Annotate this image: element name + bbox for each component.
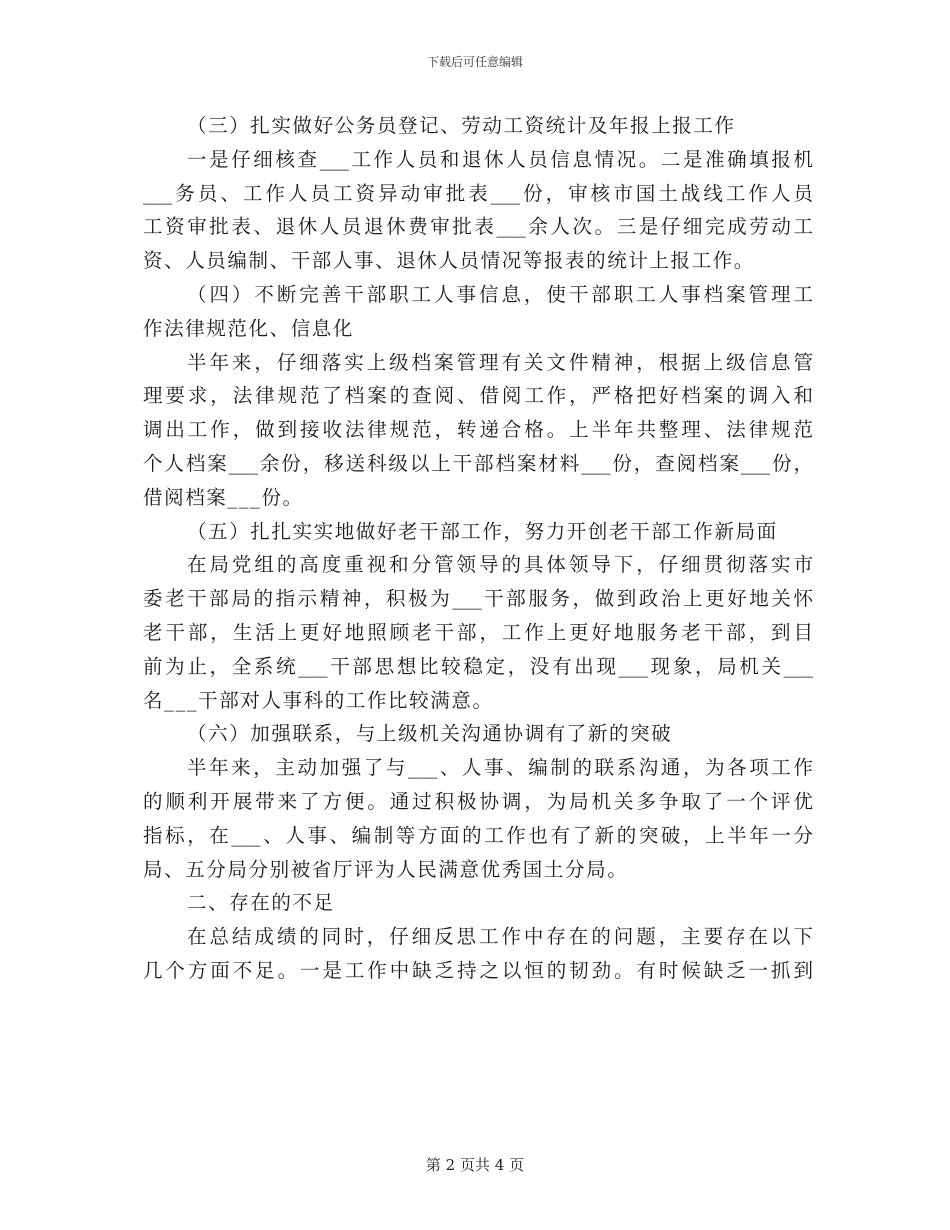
section-heading-6: （六）加强联系，与上级机关沟通协调有了新的突破 bbox=[187, 722, 673, 746]
section-heading-5: （五）扎扎实实地做好老干部工作，努力开创老干部工作新局面 bbox=[187, 519, 778, 543]
paragraph-line: 委老干部局的指示精神，积极为___干部服务，做到政治上更好地关怀 bbox=[143, 587, 813, 611]
page-header: 下载后可任意编辑 bbox=[426, 55, 523, 69]
paragraph-line: 半年来，主动加强了与___、人事、编制的联系沟通，为各项工作 bbox=[187, 756, 813, 780]
paragraph-line: 理要求，法律规范了档案的查阅、借阅工作，严格把好档案的调入和 bbox=[143, 384, 813, 408]
section-heading-3: （三）扎实做好公务员登记、劳动工资统计及年报上报工作 bbox=[187, 114, 736, 137]
paragraph-line: ___务员、工作人员工资异动审批表___份，审核市国土战线工作人员 bbox=[143, 181, 813, 205]
paragraph-line: 前为止，全系统___干部思想比较稳定，没有出现___现象，局机关___ bbox=[143, 654, 813, 678]
paragraph-line: 半年来，仔细落实上级档案管理有关文件精神，根据上级信息管 bbox=[187, 350, 813, 374]
paragraph-line: 指标，在___、人事、编制等方面的工作也有了新的突破，上半年一分 bbox=[143, 823, 813, 847]
paragraph-line: 借阅档案___份。 bbox=[143, 485, 304, 509]
paragraph-line: 在总结成绩的同时，仔细反思工作中存在的问题，主要存在以下 bbox=[187, 925, 813, 949]
paragraph-line: 老干部，生活上更好地照顾老干部，工作上更好地服务老干部，到目 bbox=[143, 620, 813, 644]
section-heading-4-cont: 作法律规范化、信息化 bbox=[143, 316, 355, 340]
paragraph-line: 资、人员编制、干部人事、退休人员情况等报表的统计上报工作。 bbox=[143, 249, 755, 273]
paragraph-line: 一是仔细核查___工作人员和退休人员信息情况。二是准确填报机 bbox=[187, 147, 813, 171]
paragraph-line: 在局党组的高度重视和分管领导的具体领导下，仔细贯彻落实市 bbox=[187, 553, 813, 577]
paragraph-line: 工资审批表、退休人员退休费审批表___余人次。三是仔细完成劳动工 bbox=[143, 215, 813, 239]
paragraph-line: 局、五分局分别被省厅评为人民满意优秀国土分局。 bbox=[143, 857, 629, 881]
paragraph-line: 的顺利开展带来了方便。通过积极协调，为局机关多争取了一个评优 bbox=[143, 789, 813, 813]
section-heading-4: （四）不断完善干部职工人事信息，使干部职工人事档案管理工 bbox=[187, 282, 813, 306]
document-body bbox=[143, 109, 813, 988]
paragraph-line: 个人档案___余份，移送科级以上干部档案材料___份，查阅档案___份， bbox=[143, 451, 813, 475]
paragraph-line: 几个方面不足。一是工作中缺乏持之以恒的韧劲。有时候缺乏一抓到 bbox=[143, 958, 813, 982]
page-footer: 第 2 页共 4 页 bbox=[425, 1156, 525, 1174]
paragraph-line: 调出工作，做到接收法律规范，转递合格。上半年共整理、法律规范 bbox=[143, 418, 813, 442]
paragraph-line: 名___干部对人事科的工作比较满意。 bbox=[143, 688, 494, 712]
section-heading-deficiencies: 二、存在的不足 bbox=[187, 891, 335, 915]
